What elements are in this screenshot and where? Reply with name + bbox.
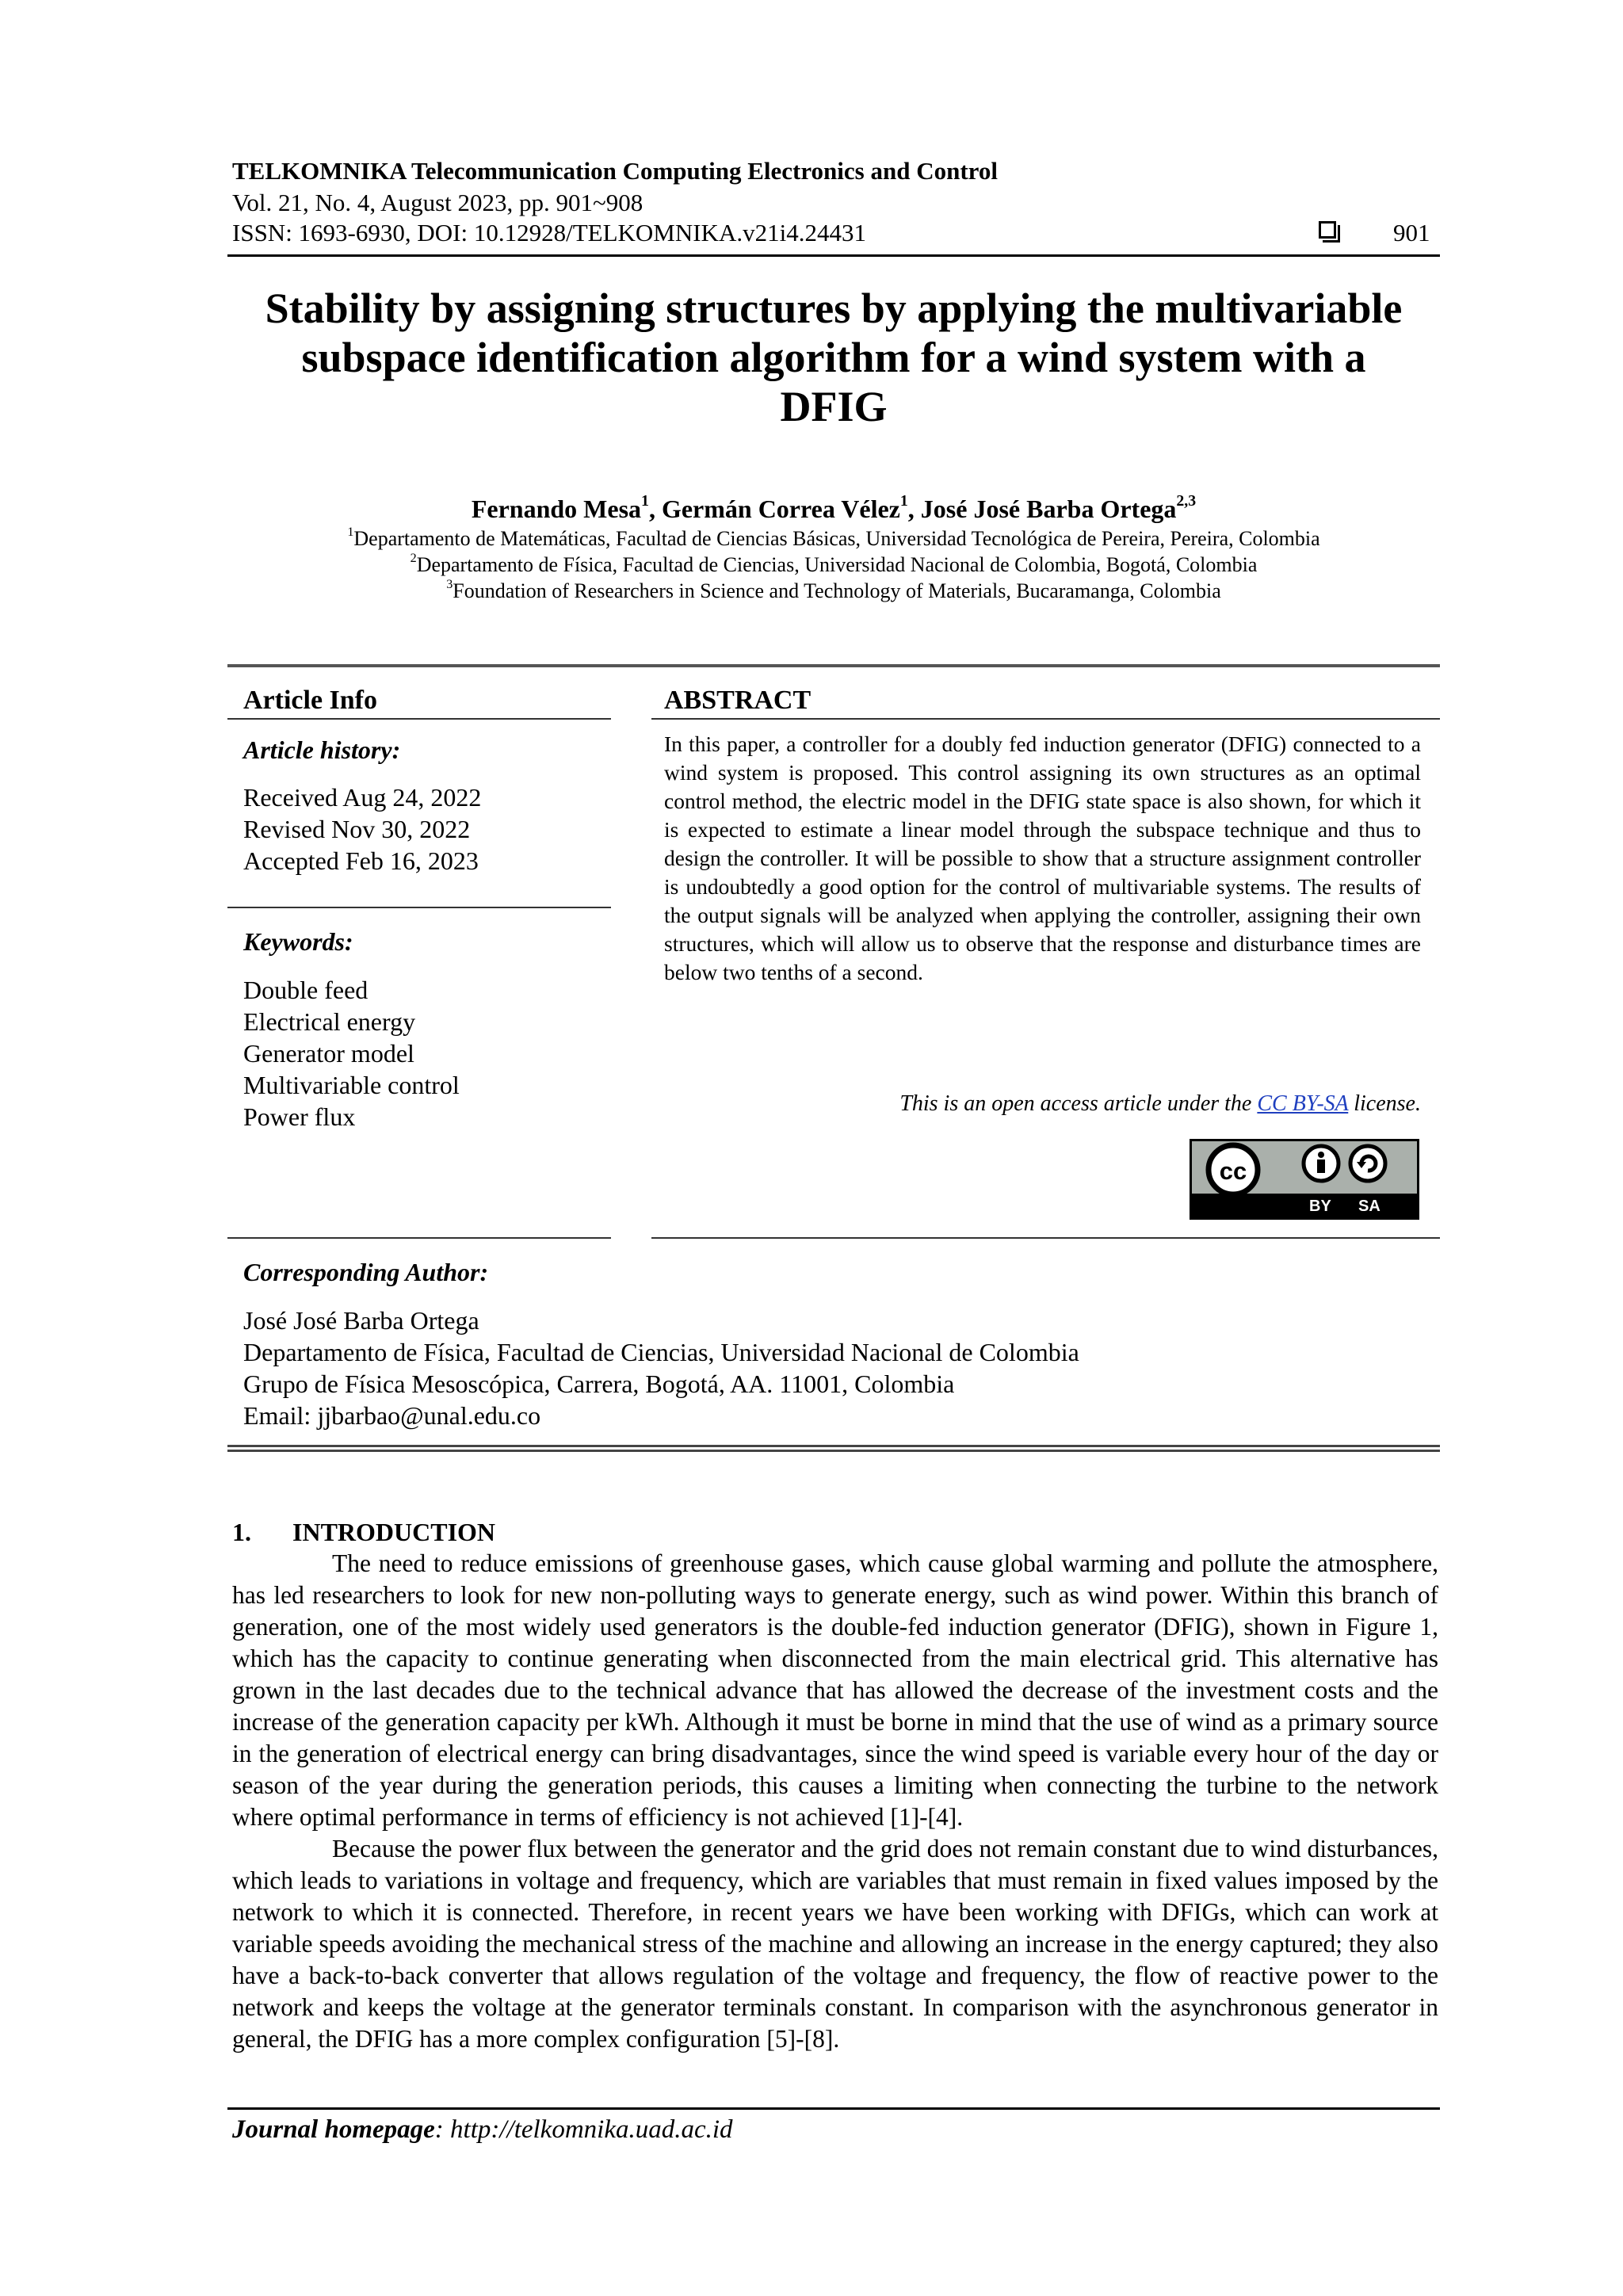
cc-label-bar	[1192, 1194, 1417, 1217]
affiliation-1: $^1$Departamento de Matemáticas, Facultad de Ciencias Básicas, Universidad Tecnológica de Pereira, Pereira, Colombia	[347, 525, 1320, 550]
page-number: 901	[1393, 219, 1430, 246]
homepage-url[interactable]: : http://telkomnika.uad.ac.id	[434, 2115, 733, 2144]
article-info-heading: Article Info	[243, 686, 378, 715]
journal-name: TELKOMNIKA Telecommunication Computing Electronics and Control	[232, 157, 998, 185]
keywords-bottom-rule	[227, 1237, 611, 1239]
title-line-3: DFIG	[780, 383, 888, 430]
corresponding-dept: Departamento de Física, Facultad de Ciencias, Universidad Nacional de Colombia	[243, 1338, 1079, 1366]
paper-title	[227, 284, 1440, 431]
author-name: Fernando Mesa	[471, 495, 642, 523]
info-top-rule	[227, 664, 1440, 667]
revised-date: Revised Nov 30, 2022	[243, 815, 471, 843]
info-bottom-rule-1	[227, 1445, 1440, 1447]
received-date: Received Aug 24, 2022	[243, 783, 482, 812]
abstract-heading: ABSTRACT	[664, 686, 812, 715]
author-name: José José Barba Ortega	[920, 495, 1177, 523]
cc-icons	[1192, 1141, 1417, 1194]
article-info-rule	[227, 718, 611, 720]
history-bottom-rule	[227, 907, 611, 908]
article-history-heading: Article history:	[243, 735, 401, 764]
corresponding-group: Grupo de Física Mesoscópica, Carrera, Bogotá, AA. 11001, Colombia	[243, 1370, 955, 1398]
journal-issn-doi: ISSN: 1693-6930, DOI: 10.12928/TELKOMNIKA.v21i4.24431	[232, 219, 866, 246]
accepted-date: Accepted Feb 16, 2023	[243, 846, 479, 875]
abstract-text: In this paper, a controller for a doubly fed induction generator (DFIG) connected to a wind system is proposed. This control assigning its own structures as an optimal control method, the electric model in the DFIG state space is also shown, for which it is expected to estimate a linear model through the subspace technique and thus to design the controller. It will be possible to show that a structure assignment controller is undoubtedly a good option for the control of multivariable systems. The results of the output signals will be analyzed when applying the controller, assigning their own structures, which will allow us to observe that the response and disturbance times are below two tenths of a second.	[664, 732, 1421, 984]
journal-volume: Vol. 21, No. 4, August 2023, pp. 901~908	[232, 189, 643, 216]
corresponding-name: José José Barba Ortega	[243, 1306, 479, 1335]
author-name: Germán Correa Vélez	[661, 495, 900, 523]
cc-sa-label: SA	[1358, 1198, 1381, 1215]
journal-homepage: Journal homepage: http://telkomnika.uad.ac.id	[232, 2115, 733, 2144]
license-statement: This is an open access article under the CC BY-SA license.	[899, 1091, 1421, 1116]
keywords-heading: Keywords:	[243, 927, 353, 956]
abstract-bottom-rule	[651, 1237, 1440, 1239]
intro-paragraph-2: Because the power flux between the generator and the grid does not remain constant due to wind disturbances, which leads to variations in voltage and frequency, which are variables that must remain in fixed values imposed by the network to which it is connected. Therefore, in recent years we have been working with DFIGs, which can work at variable speeds avoiding the mechanical stress of the machine and allowing an increase in the energy captured; they also have a back-to-back converter that allows regulation of the voltage and frequency, the flow of reactive power to the network and keeps the voltage at the generator terminals constant. In comparison with the asynchronous generator in general, the DFIG has a more complex configuration [5]-[8].	[232, 1835, 1438, 2053]
author-sup: 2,3	[1176, 492, 1197, 510]
keyword-item: Multivariable control	[243, 1071, 460, 1099]
keyword-item: Generator model	[243, 1039, 414, 1068]
keyword-item: Electrical energy	[243, 1007, 416, 1036]
author-sup: 1	[899, 492, 908, 510]
corresponding-email: Email: jjbarbao@unal.edu.co	[243, 1401, 541, 1430]
article-history	[243, 781, 481, 877]
corresponding-author-heading: Corresponding Author:	[243, 1258, 489, 1286]
info-bottom-rule-2	[227, 1450, 1440, 1452]
header-rule	[227, 254, 1440, 257]
affiliation-2: $^2$Departamento de Física, Facultad de Ciencias, Universidad Nacional de Colombia, Bogotá, Colombia	[410, 551, 1258, 576]
affiliation-3: $^3$Foundation of Researchers in Science and Technology of Materials, Bucaramanga, Colombia	[446, 577, 1221, 602]
svg-text:cc: cc	[1219, 1157, 1247, 1185]
title-line-2: subspace identification algorithm for a wind system with a	[301, 334, 1366, 381]
license-link[interactable]: CC BY-SA	[1257, 1091, 1349, 1116]
footer-rule	[227, 2107, 1440, 2110]
keyword-item: Double feed	[243, 976, 369, 1004]
page-box-icon	[1319, 221, 1336, 239]
introduction-heading: 1. INTRODUCTION	[232, 1518, 496, 1546]
sa-icon	[1350, 1146, 1385, 1181]
abstract-rule	[651, 718, 1440, 720]
cc-by-sa-badge[interactable]	[1190, 1139, 1419, 1220]
title-line-1: Stability by assigning structures by applying the multivariable	[265, 285, 1403, 332]
author-sup: 1	[641, 492, 649, 510]
author-list: Fernando Mesa$^1$, Germán Correa Vélez$^1$, José José Barba Ortega$^{2,3}$	[471, 492, 1197, 523]
introduction-body	[232, 1548, 1438, 2055]
cc-by-label: BY	[1309, 1198, 1331, 1215]
intro-paragraph-1: The need to reduce emissions of greenhouse gases, which cause global warming and pollute the atmosphere, has led researchers to look for new non-polluting ways to generate energy, such as wind power. Within this branch of generation, one of the most widely used generators is the double-fed induction generator (DFIG), shown in Figure 1, which has the capacity to continue generating when disconnected from the main electrical grid. This alternative has grown in the last decades due to the technical advance that has allowed the decrease of the investment costs and the increase of the generation capacity per kWh. Although it must be borne in mind that the use of wind as a primary source in the generation of electrical energy can bring disadvantages, since the wind speed is variable every hour of the day or season of the year during the generation periods, this causes a limiting when connecting the turbine to the network where optimal performance in terms of efficiency is not achieved [1]-[4].	[232, 1549, 1438, 1831]
keyword-item: Power flux	[243, 1102, 356, 1131]
corresponding-author-block	[243, 1305, 1079, 1431]
keyword-list	[243, 974, 460, 1133]
